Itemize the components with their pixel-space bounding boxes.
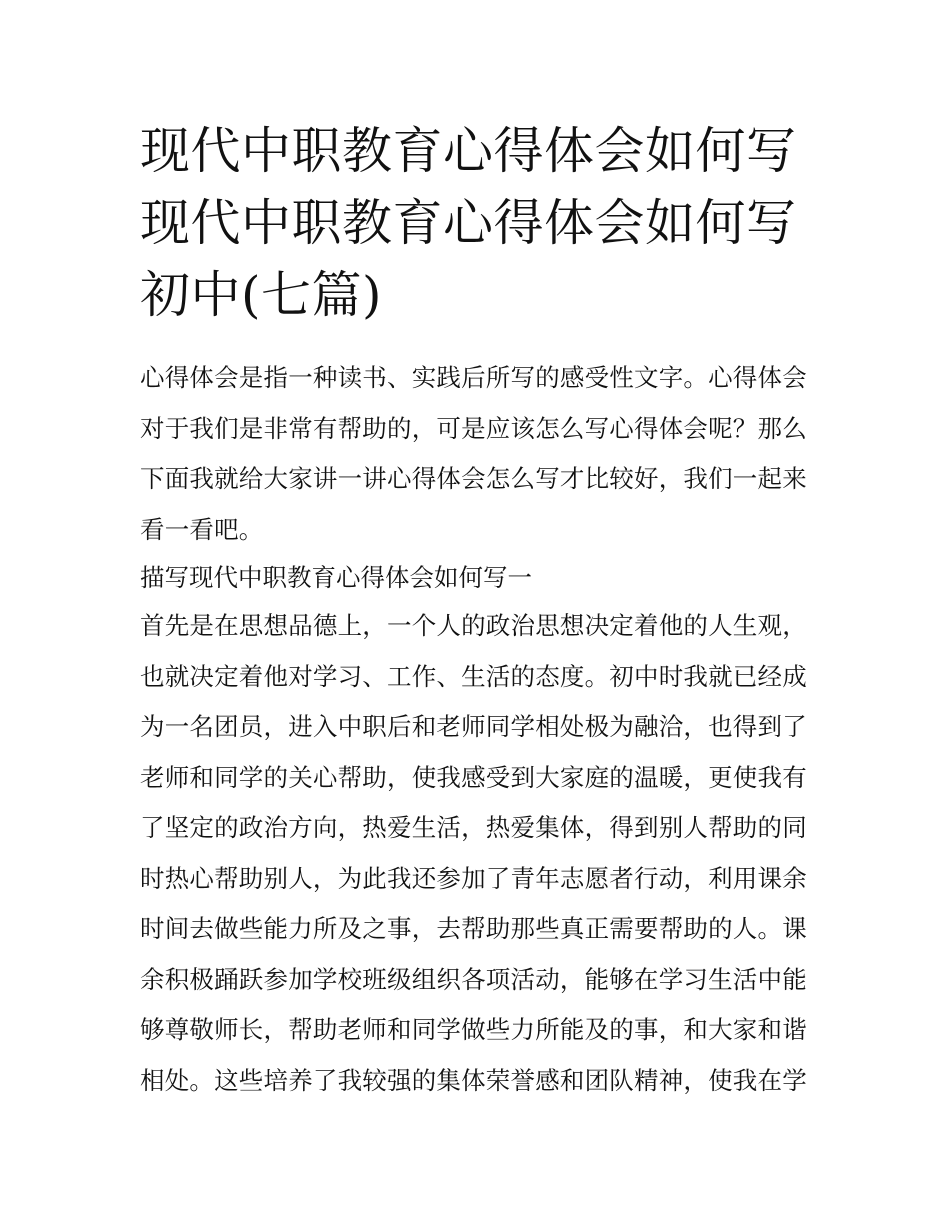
body-line: 了坚定的政治方向，热爱生活，热爱集体，得到别人帮助的同 [140,813,807,842]
document-title [140,115,812,331]
title-line: 现代中职教育心得体会如何写 [140,122,797,180]
section-heading: 描写现代中职教育心得体会如何写一 [140,563,532,592]
body-line: 时热心帮助别人，为此我还参加了青年志愿者行动，利用课余 [140,863,807,893]
body-line: 相处。这些培养了我较强的集体荣誉感和团队精神，使我在学 [140,1065,807,1095]
intro-line: 看一看吧。 [140,514,264,544]
intro-line: 心得体会是指一种读书、实践后所写的感受性文字。心得体会 [140,363,807,392]
intro-line: 下面我就给大家讲一讲心得体会怎么写才比较好，我们一起来 [140,464,807,493]
body-paragraph [140,601,812,1106]
body-line: 也就决定着他对学习、工作、生活的态度。初中时我就已经成 [140,661,807,691]
body-line: 余积极踊跃参加学校班级组织各项活动，能够在学习生活中能 [140,964,807,994]
intro-line: 对于我们是非常有帮助的，可是应该怎么写心得体会呢？那么 [140,413,807,443]
intro-paragraph [140,353,812,555]
body-line: 为一名团员，进入中职后和老师同学相处极为融洽，也得到了 [140,712,807,741]
body-line: 够尊敬师长，帮助老师和同学做些力所能及的事，和大家和谐 [140,1015,807,1044]
title-line: 现代中职教育心得体会如何写 [140,194,797,252]
title-line: 初中(七篇) [140,266,383,324]
document-page [140,115,812,1106]
body-line: 时间去做些能力所及之事，去帮助那些真正需要帮助的人。课 [140,914,807,943]
body-line: 首先是在思想品德上，一个人的政治思想决定着他的人生观， [140,611,807,640]
body-line: 老师和同学的关心帮助，使我感受到大家庭的温暖，更使我有 [140,762,807,792]
